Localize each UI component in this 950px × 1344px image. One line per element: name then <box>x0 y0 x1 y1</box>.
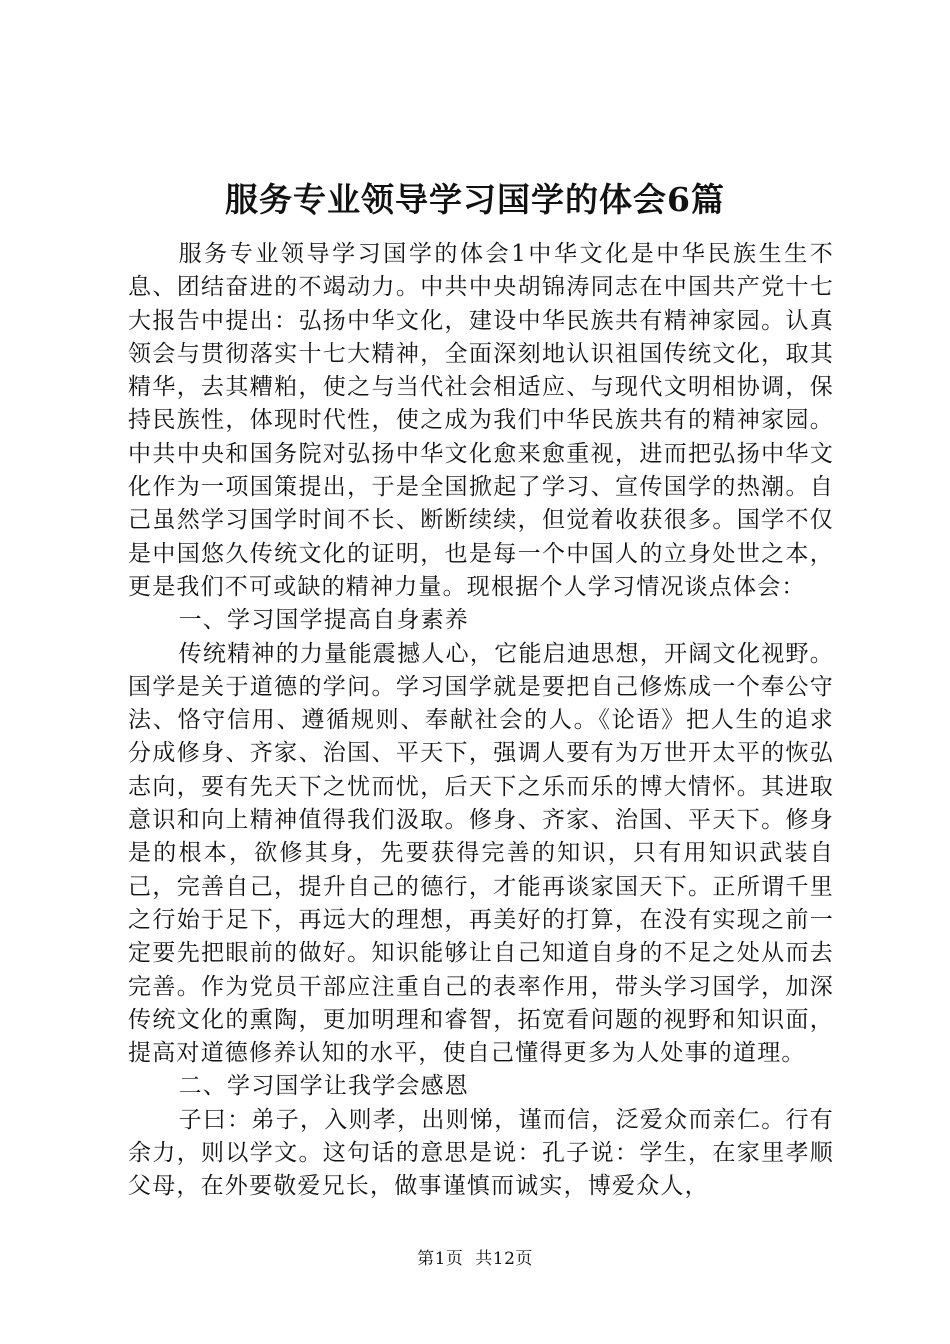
paragraph-intro: 服务专业领导学习国学的体会1中华文化是中华民族生生不息、团结奋进的不竭动力。中共中央胡锦涛同志在中国共产党十七大报告中提出：弘扬中华文化，建设中华民族共有精神家园。认真领会与贯彻落实十七大精神，全面深刻地认识祖国传统文化，取其精华，去其糟粕，使之与当代社会相适应、与现代文明相协调，保持民族性，体现时代性，使之成为我们中华民族共有的精神家园。中共中央和国务院对弘扬中华文化愈来愈重视，进而把弘扬中华文化作为一项国策提出，于是全国掀起了学习、宣传国学的热潮。自己虽然学习国学时间不长、断断续续，但觉着收获很多。国学不仅是中国悠久传统文化的证明，也是每一个中国人的立身处世之本，更是我们不可或缺的精神力量。现根据个人学习情况谈点体会： <box>128 241 834 600</box>
page-footer <box>0 1244 950 1269</box>
page-number: 第1页 <box>417 1249 464 1269</box>
document-title: 服务专业领导学习国学的体会6篇 <box>225 180 725 219</box>
paragraph-section-2: 子曰：弟子，入则孝，出则悌，谨而信，泛爱众而亲仁。行有余力，则以学文。这句话的意思是说：孔子说：学生，在家里孝顺父母，在外要敬爱兄长，做事谨慎而诚实，博爱众人， <box>128 1106 834 1200</box>
paragraph-section-1: 传统精神的力量能震撼人心，它能启迪思想，开阔文化视野。国学是关于道德的学问。学习国学就是要把自己修炼成一个奉公守法、恪守信用、遵循规则、奉献社会的人。《论语》把人生的追求分成修身、齐家、治国、平天下，强调人要有为万世开太平的恢弘志向，要有先天下之忧而忧，后天下之乐而乐的博大情怀。其进取意识和向上精神值得我们汲取。修身、齐家、治国、平天下。修身是的根本，欲修其身，先要获得完善的知识，只有用知识武装自己，完善自己，提升自己的德行，才能再谈家国天下。正所谓千里之行始于足下，再远大的理想，再美好的打算，在没有实现之前一定要先把眼前的做好。知识能够让自己知道自身的不足之处从而去完善。作为党员干部应注重自己的表率作用，带头学习国学，加深传统文化的熏陶，更加明理和睿智，拓宽看问题的视野和知识面，提高对道德修养认知的水平，使自己懂得更多为人处事的道理。 <box>128 640 834 1067</box>
document-body <box>128 238 834 1204</box>
section-heading-1: 一、学习国学提高自身素养 <box>178 607 469 634</box>
page-total: 共12页 <box>475 1249 533 1269</box>
section-heading-2: 二、学习国学让我学会感恩 <box>178 1073 469 1100</box>
